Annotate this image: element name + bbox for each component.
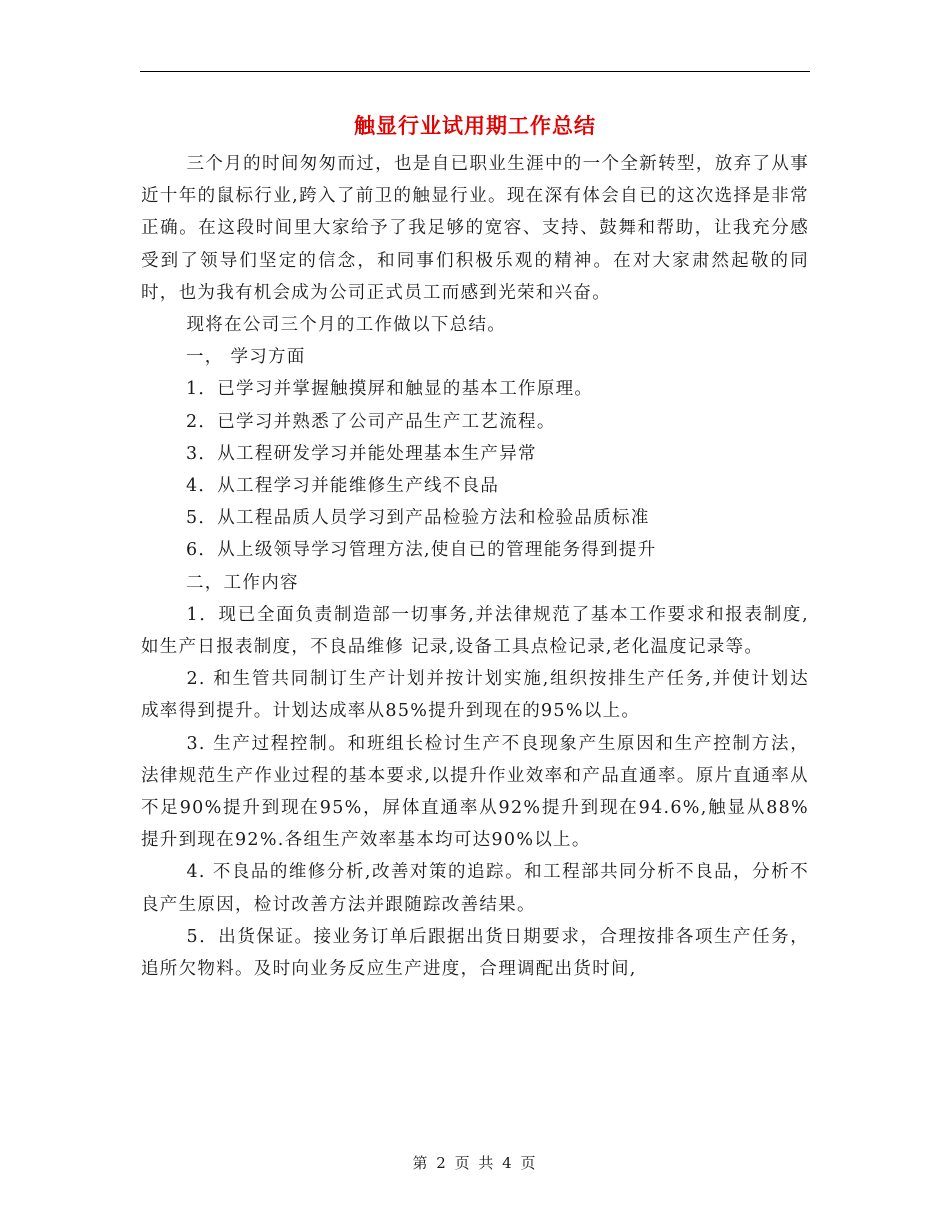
summary-lead: 现将在公司三个月的工作做以下总结。 — [186, 315, 507, 336]
document-title: 触显行业试用期工作总结 — [354, 114, 596, 138]
work-paragraph: 4. 不良品的维修分析,改善对策的追踪。和工程部共同分析不良品，分析不良产生原因，检讨改善方法并跟随踪改善结果。 — [141, 862, 809, 915]
study-item: 1．已学习并掌握触摸屏和触显的基本工作原理。 — [186, 379, 594, 400]
section-heading-work: 二，工作内容 — [186, 572, 299, 593]
study-item: 2．已学习并熟悉了公司产品生产工艺流程。 — [186, 411, 556, 432]
section-heading-study: 一， 学习方面 — [186, 347, 306, 368]
work-paragraph: 2. 和生管共同制订生产计划并按计划实施,组织按排生产任务,并使计划达成率得到提升。计划达成率从85%提升到现在的95%以上。 — [141, 669, 809, 722]
intro-paragraph: 三个月的时间匆匆而过，也是自已职业生涯中的一个全新转型，放弃了从事近十年的鼠标行业,跨入了前卫的触显行业。现在深有体会自已的这次选择是非常正确。在这段时间里大家给予了我足够的宽容、支持、鼓舞和帮助，让我充分感受到了领导们坚定的信念，和同事们积极乐观的精神。在对大家肃然起敬的同时，也为我有机会成为公司正式员工而感到光荣和兴奋。 — [141, 154, 809, 303]
study-item: 4．从工程学习并能维修生产线不良品 — [186, 476, 500, 497]
top-rule — [140, 71, 810, 72]
page-number-footer: 第 2 页 共 4 页 — [412, 1154, 538, 1172]
study-item: 5．从工程品质人员学习到产品检验方法和检验品质标准 — [186, 508, 650, 529]
work-paragraph: 3. 生产过程控制。和班组长检讨生产不良现象产生原因和生产控制方法，法律规范生产作业过程的基本要求,以提升作业效率和产品直通率。原片直通率从不足90%提升到现在95%，屏体直通率从92%提升到现在94.6%,触显从88%提升到现在92%.各组生产效率基本均可达90%以上。 — [141, 733, 809, 851]
work-paragraph: 5．出货保证。接业务订单后跟据出货日期要求，合理按排各项生产任务，追所欠物料。及时向业务反应生产进度，合理调配出货时间, — [141, 926, 809, 980]
work-paragraph: 1．现已全面负责制造部一切事务,并法律规范了基本工作要求和报表制度,如生产日报表制度，不良品维修 记录,设备工具点检记录,老化温度记录等。 — [141, 604, 809, 658]
study-item: 6．从上级领导学习管理方法,使自已的管理能务得到提升 — [186, 540, 657, 561]
document-body — [141, 148, 809, 985]
study-item: 3．从工程研发学习并能处理基本生产异常 — [186, 443, 537, 464]
